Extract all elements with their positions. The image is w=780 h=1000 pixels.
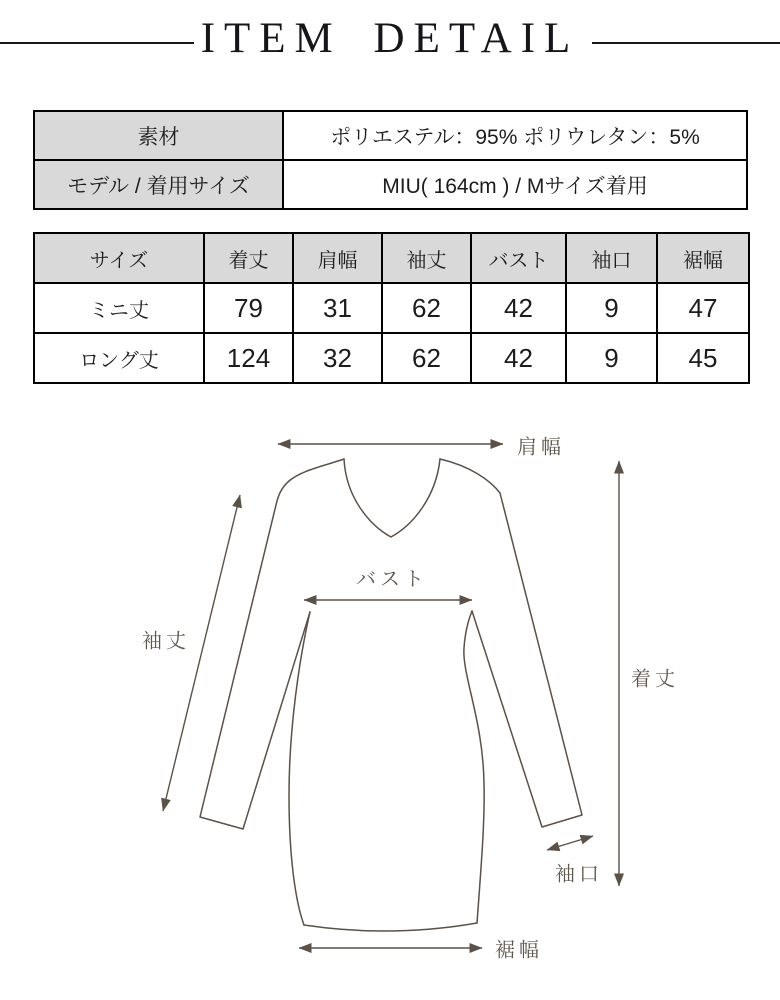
dress-outline: [200, 459, 582, 931]
shoulder-width-label: 肩幅: [517, 436, 565, 459]
cuff-label: 袖口: [555, 863, 603, 886]
material-value-cell: ポリエステル：95% ポリウレタン：5%: [283, 111, 747, 160]
row-label-mini: ミニ丈: [34, 283, 204, 333]
mini-shoulder: 31: [293, 283, 382, 333]
col-header-sleeve: 袖丈: [382, 233, 471, 283]
mini-sleeve: 62: [382, 283, 471, 333]
mini-bust: 42: [471, 283, 566, 333]
row-label-long: ロング丈: [34, 333, 204, 383]
col-header-body-length: 着丈: [204, 233, 293, 283]
hem-width-label: 裾幅: [495, 939, 543, 962]
col-header-size: サイズ: [34, 233, 204, 283]
mini-body-length: 79: [204, 283, 293, 333]
col-header-bust: バスト: [471, 233, 566, 283]
col-header-cuff: 袖口: [566, 233, 657, 283]
long-sleeve: 62: [382, 333, 471, 383]
body-length-label: 着丈: [631, 668, 679, 691]
measurement-arrows: [163, 444, 619, 948]
long-body-length: 124: [204, 333, 293, 383]
col-header-hem: 裾幅: [657, 233, 749, 283]
long-bust: 42: [471, 333, 566, 383]
col-header-shoulder: 肩幅: [293, 233, 382, 283]
cuff-arrow: [547, 836, 593, 850]
model-size-label-cell: モデル / 着用サイズ: [34, 160, 283, 209]
mini-hem: 47: [657, 283, 749, 333]
page-title: ITEM DETAIL: [200, 15, 580, 62]
mini-cuff: 9: [566, 283, 657, 333]
long-shoulder: 32: [293, 333, 382, 383]
long-hem: 45: [657, 333, 749, 383]
sleeve-length-label: 袖丈: [142, 630, 190, 653]
model-size-value-cell: MIU( 164cm ) / Mサイズ着用: [283, 160, 747, 209]
bust-label: バスト: [356, 568, 428, 591]
long-cuff: 9: [566, 333, 657, 383]
material-label-cell: 素材: [34, 111, 283, 160]
